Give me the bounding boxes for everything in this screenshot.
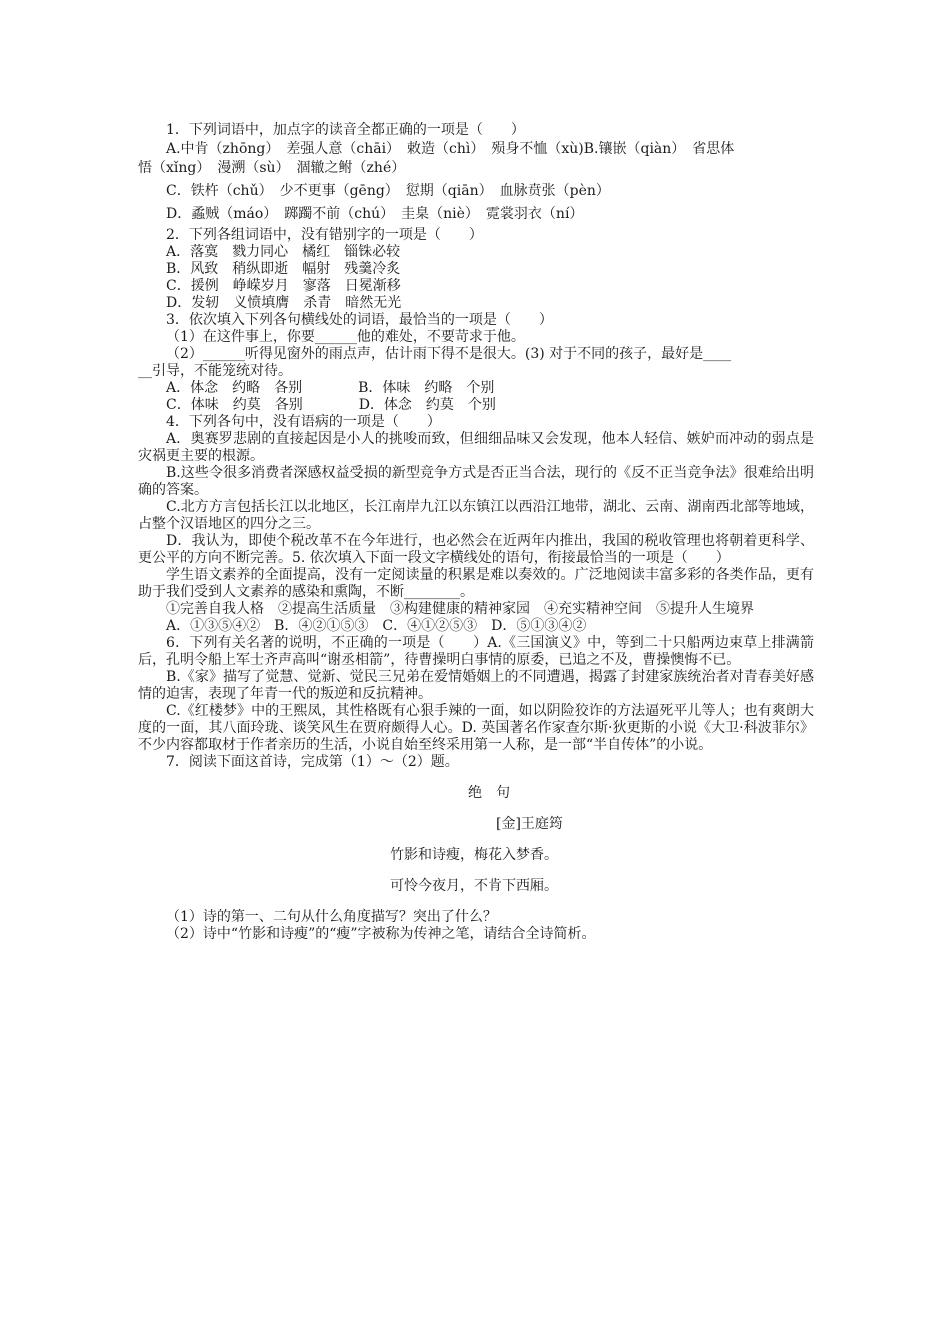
q5-passage: 学生语文素养的全面提高，没有一定阅读量的积累是难以奏效的。广泛地阅读丰富多彩的各类作品，更有助于我们受到人文素养的感染和熏陶，不断________。 xyxy=(138,567,814,600)
q2-option-c: C．援例 峥嵘岁月 寥落 日冕渐移 xyxy=(166,278,401,294)
q2-option-a: A．落寞 戮力同心 橘红 锱铢必较 xyxy=(166,244,401,260)
q4-option-b: B.这些令很多消费者深感权益受损的新型竞争方式是否正当合法，现行的《反不正当竞争法》很难给出明确的答案。 xyxy=(138,465,814,498)
q1-option-d: D．蟊贼（máo） 踯躅不前（chú） 圭臬（niè） 霓裳羽衣（ní） xyxy=(166,206,584,222)
q1-option-c: C．铁杵（chǔ） 少不更事（gēng） 愆期（qiān） 血脉贲张（pèn） xyxy=(166,183,610,199)
poem-line-2: 可怜今夜月，不肯下西厢。 xyxy=(390,878,558,894)
document-page xyxy=(138,121,814,943)
q2-stem: 2．下列各组词语中，没有错别字的一项是（ ） xyxy=(166,227,483,243)
q1-stem: 1．下列词语中，加点字的读音全都正确的一项是（ ） xyxy=(166,122,525,138)
poem-title: 绝 句 xyxy=(468,785,510,801)
poem-line-1: 竹影和诗瘦，梅花入梦香。 xyxy=(390,847,558,863)
q2-option-d: D．发轫 义愤填膺 杀青 暗然无光 xyxy=(166,295,402,311)
q4-option-d-and-q5-stem: D．我认为，即使个税改革不在今年进行，也必然会在近两年内推出，我国的税收管理也将朝着更科学、更公平的方向不断完善。5. 依次填入下面一段文字横线处的语句，衔接最恰当的一项是（ ） xyxy=(138,533,814,566)
q4-option-c: C.北方方言包括长江以北地区，长江南岸九江以东镇江以西沿江地带，湖北、云南、湖南西北部等地域，占整个汉语地区的四分之三。 xyxy=(138,499,814,532)
q3-sentence-1: （1）在这件事上，你要______他的难处，不要苛求于他。 xyxy=(166,329,525,345)
q7-sub-question-2: （2）诗中“竹影和诗瘦”的“瘦”字被称为传神之笔，请结合全诗简析。 xyxy=(166,926,596,942)
q5-options: A．①③⑤④② B．④②①⑤③ C．④①②⑤③ D．⑤①③④② xyxy=(166,618,587,634)
q6-stem-and-option-a: 6．下列有关名著的说明，不正确的一项是（ ）A.《三国演义》中，等到二十只船两边束草上排满箭后，孔明令船上军士齐声高叫“谢丞相箭”，待曹操明白事情的原委，已追之不及，曹操懊悔不已。 xyxy=(138,635,814,668)
q1-option-b-continued: 悟（xǐng） 漫溯（sù） 涸辙之鲋（zhé） xyxy=(138,160,406,176)
q5-items: ①完善自我人格 ②提高生活质量 ③构建健康的精神家园 ④充实精神空间 ⑤提升人生境界 xyxy=(166,601,754,617)
q6-option-b: B.《家》描写了觉慧、觉新、觉民三兄弟在爱情婚姻上的不同遭遇，揭露了封建家族统治者对青春美好感情的迫害，表现了年青一代的叛逆和反抗精神。 xyxy=(138,669,814,702)
q3-options-c-d: C．体味 约莫 各别 D．体念 约莫 个别 xyxy=(166,397,496,413)
q3-options-a-b: A．体念 约略 各别 B．体味 约略 个别 xyxy=(166,380,495,396)
q2-option-b: B．风致 稍纵即逝 幅射 残羹冷炙 xyxy=(166,261,401,277)
q6-options-c-d: C.《红楼梦》中的王熙凤，其性格既有心狠手辣的一面，如以阴险狡诈的方法逼死平儿等人；也有爽朗大度的一面，其八面玲珑、谈笑风生在贾府颇得人心。D. 英国著名作家查尔斯·狄更斯的小说《大卫·科波菲尔》不少内容都取材于作者亲历的生活，小说自始至终采用第一人称，是一部“半自传体”的小说。 xyxy=(138,703,814,753)
poem-author: [金]王庭筠 xyxy=(496,816,563,832)
q7-stem: 7．阅读下面这首诗，完成第（1）～（2）题。 xyxy=(166,754,459,770)
q4-option-a: A．奥赛罗悲剧的直接起因是小人的挑唆而致，但细细品味又会发现，他本人轻信、嫉妒而冲动的弱点是灾祸更主要的根源。 xyxy=(138,431,814,464)
q3-sentence-2: （2）______听得见窗外的雨点声，估计雨下得不是很大。(3) 对于不同的孩子，最好是____ xyxy=(166,346,732,362)
q3-stem: 3．依次填入下列各句横线处的词语，最恰当的一项是（ ） xyxy=(166,312,553,328)
q4-stem: 4．下列各句中，没有语病的一项是（ ） xyxy=(166,414,441,430)
q7-sub-question-1: （1）诗的第一、二句从什么角度描写？突出了什么？ xyxy=(166,909,497,925)
q3-sentence-3-continued: __引导，不能笼统对待。 xyxy=(138,363,292,379)
q1-options-a-b: A.中肯（zhōng） 差强人意（chāi） 敕造（chì） 殒身不恤（xù)B.镶嵌（qiàn） 省思体 xyxy=(166,141,735,157)
